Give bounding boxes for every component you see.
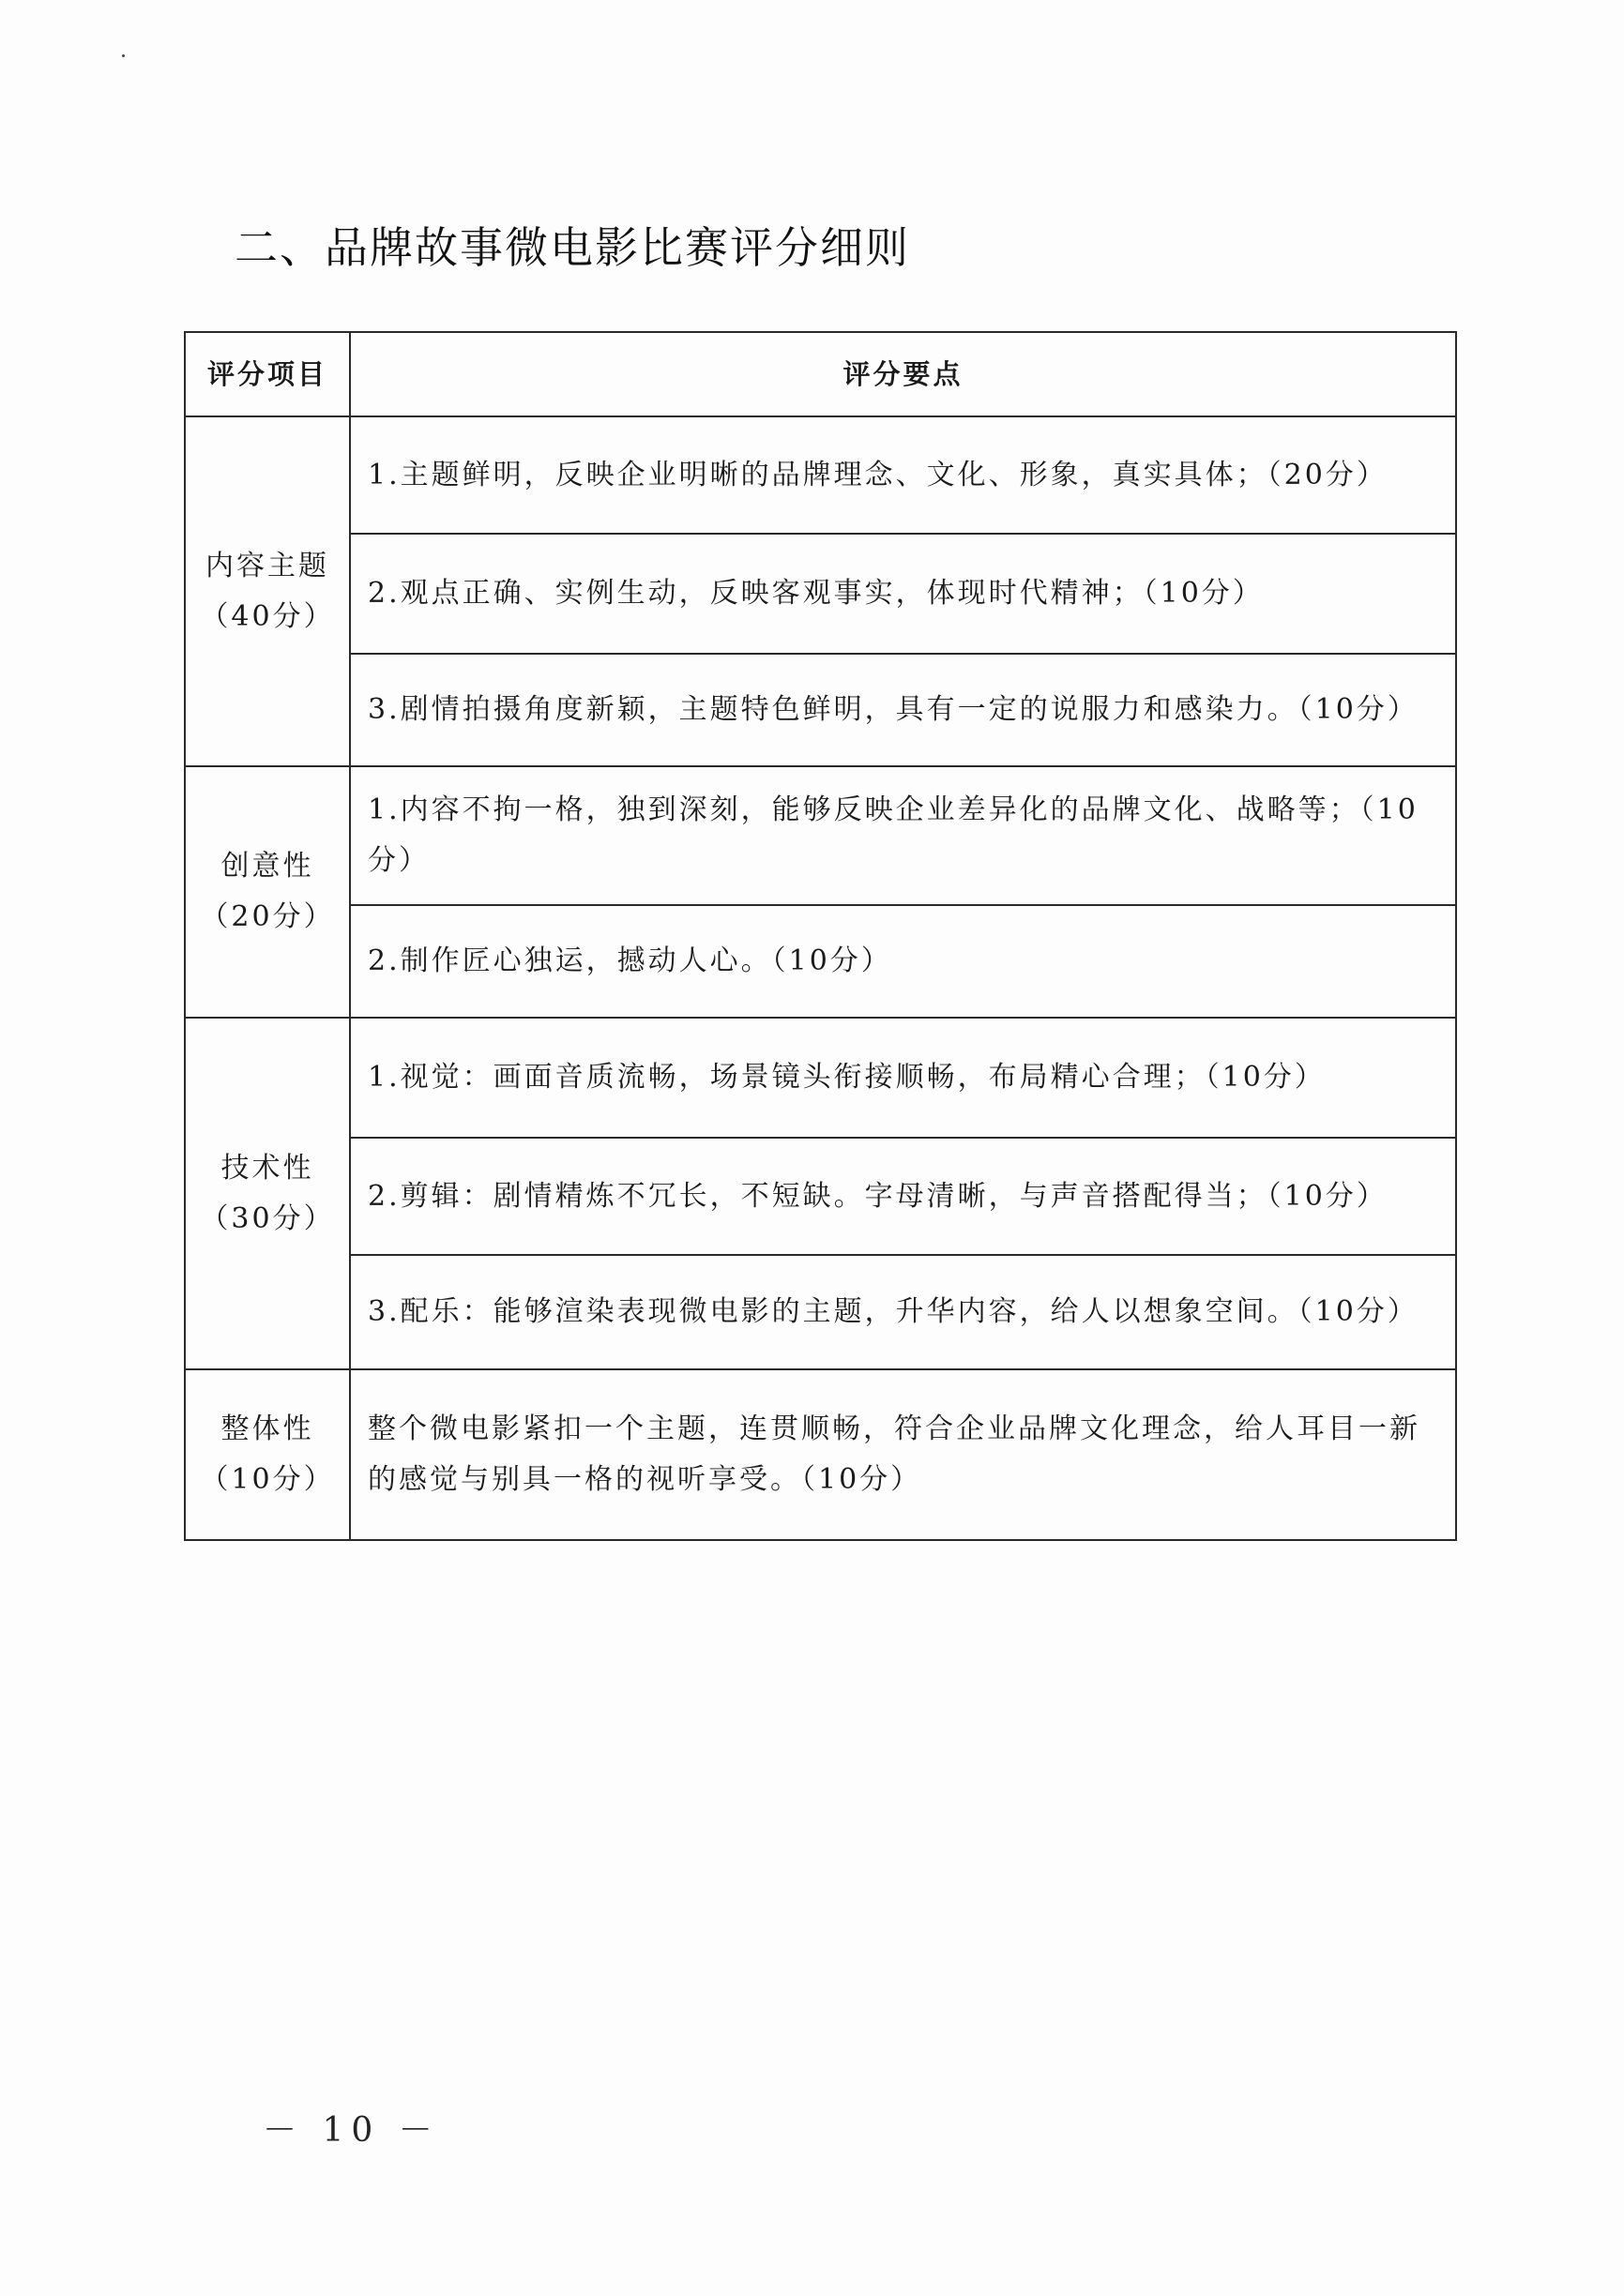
table-row	[185, 534, 1456, 654]
scan-speck	[122, 54, 125, 57]
table-row	[185, 905, 1456, 1018]
criteria-item: 2.观点正确、实例生动，反映客观事实，体现时代精神；（10分）	[350, 534, 1456, 654]
category-cell-content	[185, 416, 350, 766]
category-cell-creativity	[185, 766, 350, 1018]
criteria-item: 3.剧情拍摄角度新颖，主题特色鲜明，具有一定的说服力和感染力。（10分）	[350, 654, 1456, 766]
category-name: 内容主题	[205, 549, 329, 582]
category-score: （20分）	[200, 900, 335, 933]
category-score: （10分）	[200, 1463, 335, 1496]
criteria-item: 1.主题鲜明，反映企业明晰的品牌理念、文化、形象，真实具体；（20分）	[350, 416, 1456, 534]
header-category: 评分项目	[185, 332, 350, 416]
table-row	[185, 766, 1456, 905]
table-row	[185, 1255, 1456, 1369]
criteria-item: 2.制作匠心独运，撼动人心。（10分）	[350, 905, 1456, 1018]
header-criteria: 评分要点	[350, 332, 1456, 416]
category-name: 整体性	[220, 1412, 314, 1445]
table-row	[185, 654, 1456, 766]
criteria-item: 3.配乐：能够渲染表现微电影的主题，升华内容，给人以想象空间。（10分）	[350, 1255, 1456, 1369]
table-row	[185, 1138, 1456, 1255]
page-number: － 10 －	[263, 2111, 440, 2150]
criteria-item: 2.剪辑：剧情精炼不冗长，不短缺。字母清晰，与声音搭配得当；（10分）	[350, 1138, 1456, 1255]
category-score: （40分）	[200, 599, 335, 633]
criteria-item: 1.内容不拘一格，独到深刻，能够反映企业差异化的品牌文化、战略等；（10分）	[350, 766, 1456, 905]
table-row	[185, 1369, 1456, 1540]
category-score: （30分）	[200, 1201, 335, 1235]
table-row	[185, 416, 1456, 534]
criteria-item: 1.视觉：画面音质流畅，场景镜头衔接顺畅，布局精心合理；（10分）	[350, 1018, 1456, 1138]
scoring-table	[184, 331, 1457, 1541]
table-row	[185, 1018, 1456, 1138]
section-title: 二、品牌故事微电影比赛评分细则	[235, 222, 910, 273]
category-cell-technique	[185, 1018, 350, 1369]
category-cell-overall	[185, 1369, 350, 1540]
table-header-row	[185, 332, 1456, 416]
criteria-item: 整个微电影紧扣一个主题，连贯顺畅，符合企业品牌文化理念，给人耳目一新的感觉与别具一格的视听享受。（10分）	[350, 1369, 1456, 1540]
category-name: 创意性	[220, 850, 314, 883]
category-name: 技术性	[220, 1151, 314, 1185]
